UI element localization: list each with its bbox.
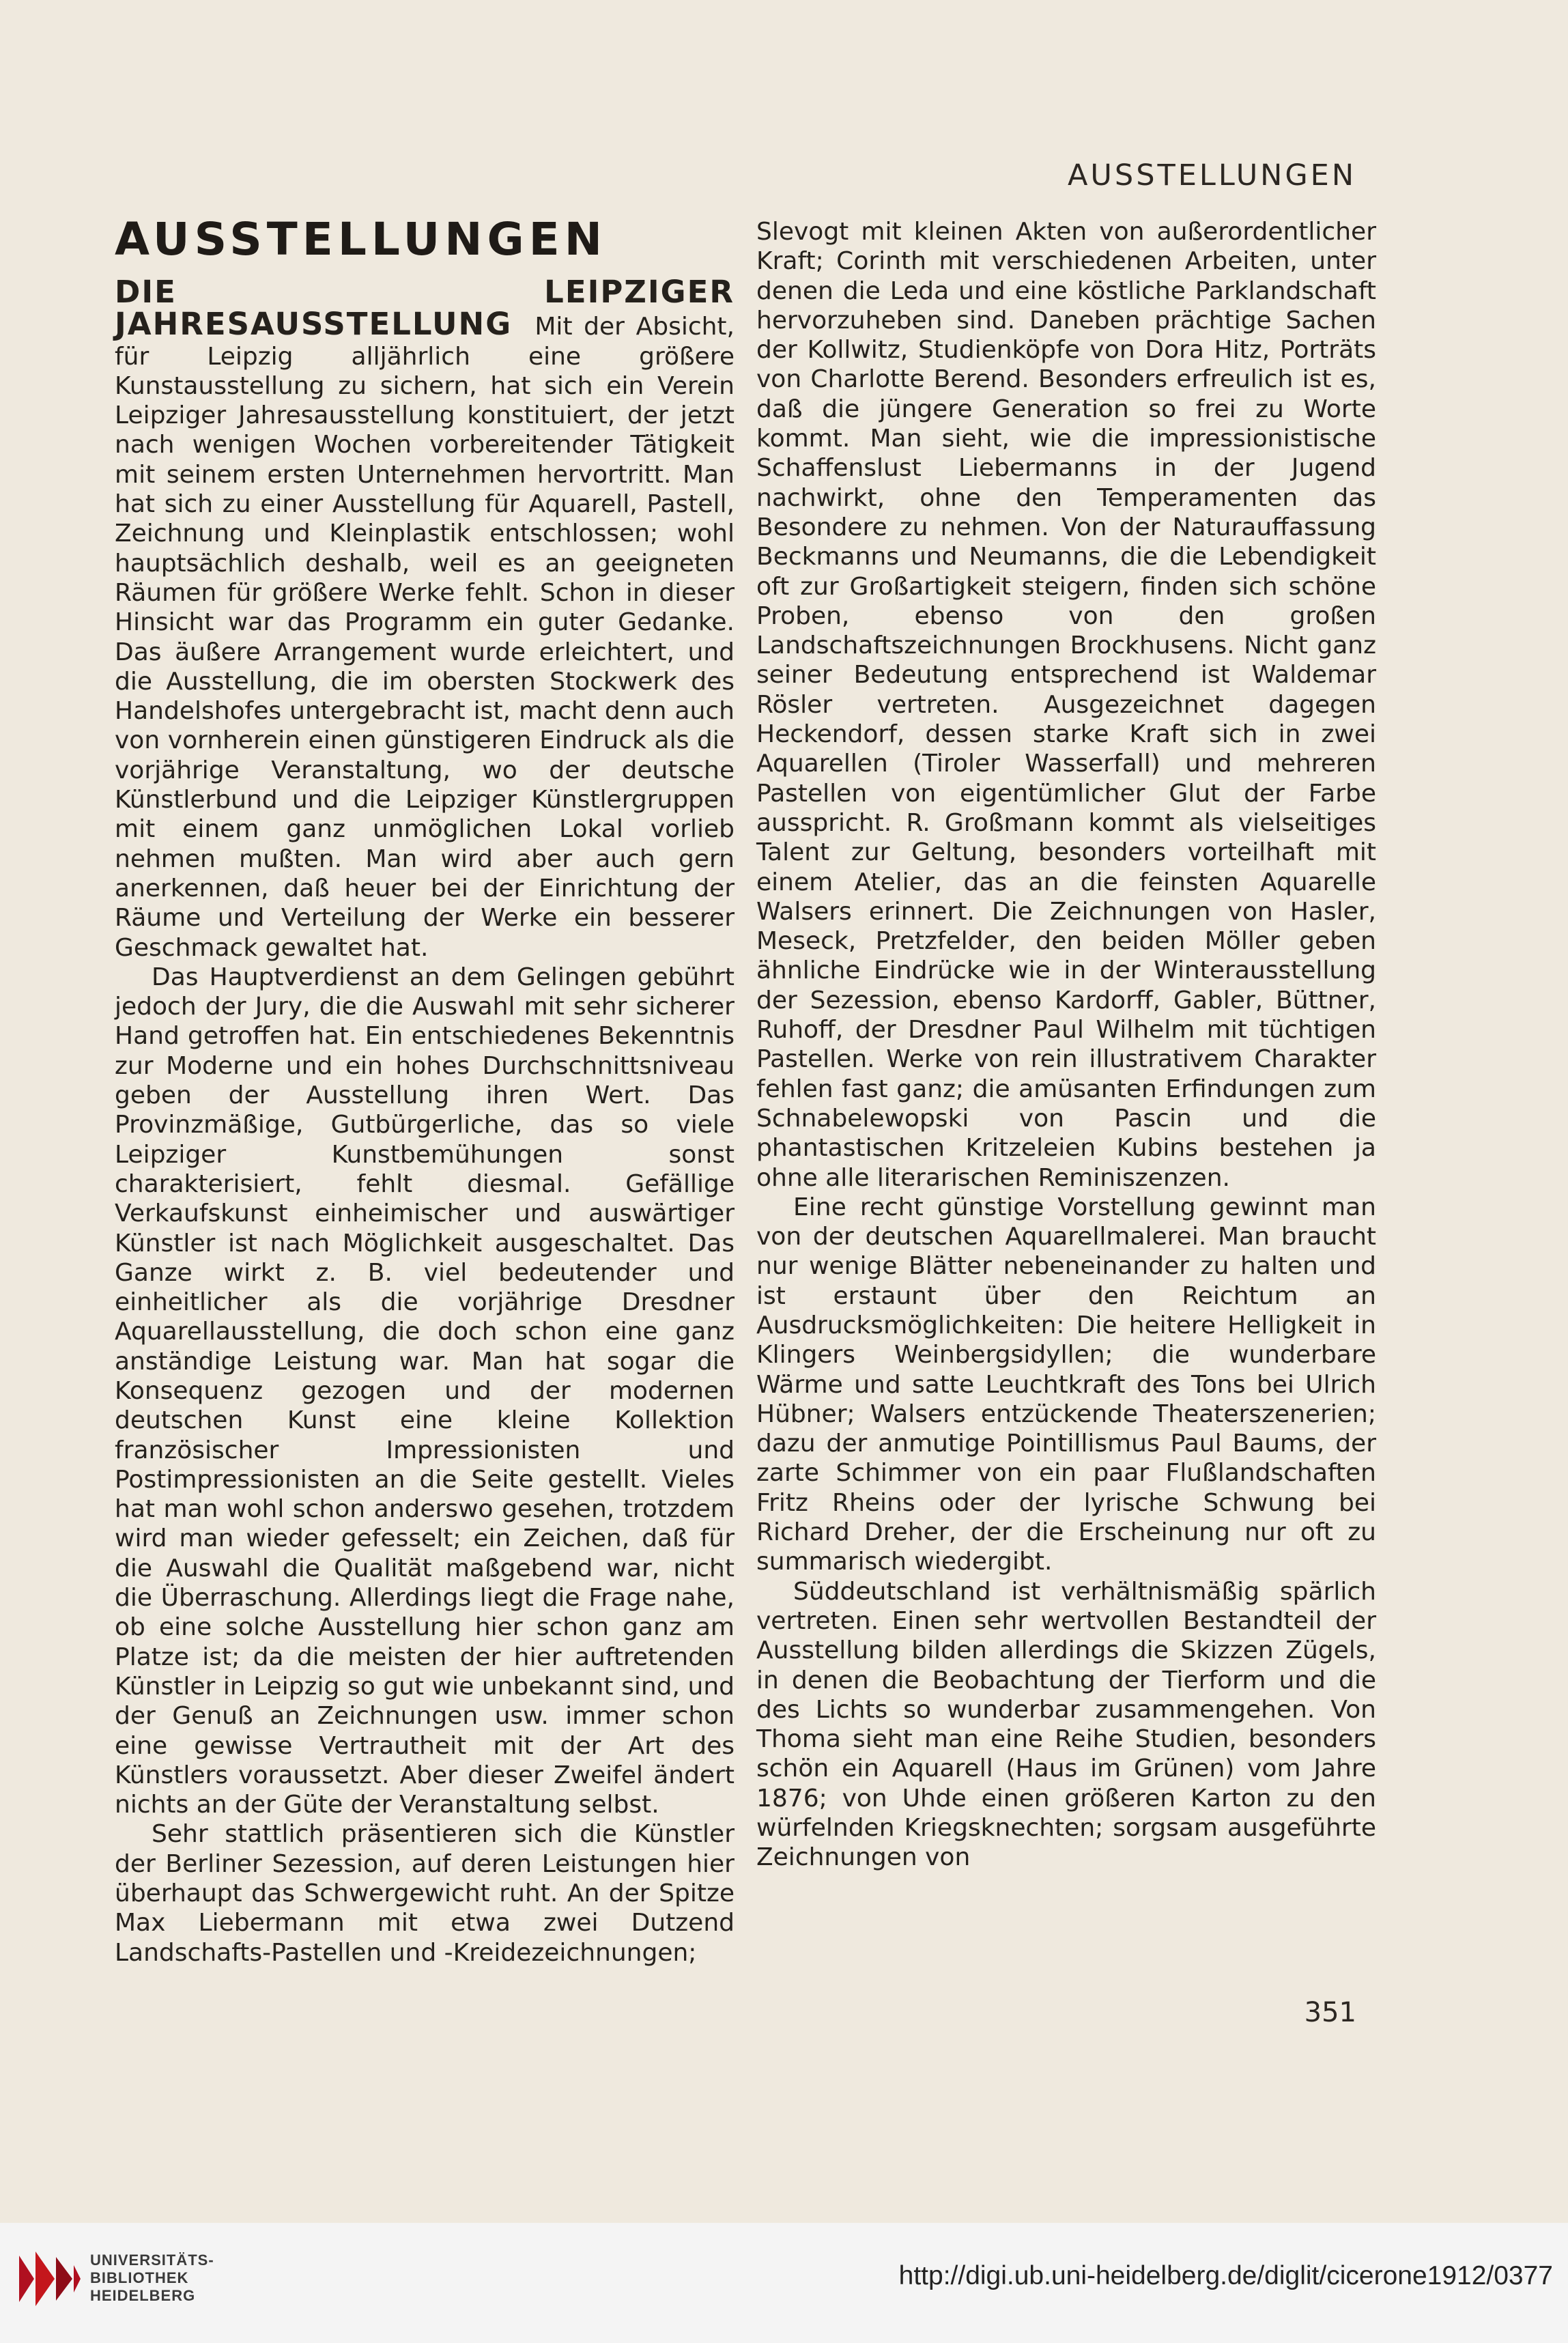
paragraph <box>115 274 735 963</box>
library-name <box>90 2252 214 2305</box>
library-name-line: UNIVERSITÄTS- <box>90 2252 214 2269</box>
running-head: AUSSTELLUNGEN <box>1068 158 1356 193</box>
source-url-link[interactable]: http://digi.ub.uni-heidelberg.de/diglit/cicerone1912/0377 <box>898 2261 1553 2290</box>
footer-bar <box>0 2223 1568 2343</box>
section-title: AUSSTELLUNGEN <box>115 213 607 266</box>
article-title: DIE LEIPZIGER JAHRESAUSSTELLUNG <box>115 274 735 343</box>
paragraph: Süddeutschland ist verhältnismäßig spärlich vertreten. Einen sehr wertvollen Bestandteil der Ausstellung bilden allerdings die Skizzen Zügels, in denen die Beobachtung der Tierform und die des Lichts so wunderbar zusammengehen. Von Thoma sieht man eine Reihe Studien, besonders schön ein Aquarell (Haus im Grünen) vom Jahre 1876; von Uhde einen größeren Karton zu den würfelnden Kriegsknechten; sorgsam ausgeführte Zeichnungen von <box>756 1577 1376 1872</box>
library-name-line: BIBLIOTHEK <box>90 2269 189 2286</box>
paragraph: Slevogt mit kleinen Akten von außerordentlicher Kraft; Corinth mit verschiedenen Arbeiten, unter denen die Leda und eine köstliche Parklandschaft hervorzuheben sind. Daneben prächtige Sachen der Kollwitz, Studienköpfe von Dora Hitz, Porträts von Charlotte Berend. Besonders erfreulich ist es, daß die jüngere Generation so frei zu Worte kommt. Man sieht, wie die impressionistische Schaffenslust Liebermanns in der Jugend nachwirkt, ohne den Temperamenten das Besondere zu nehmen. Von der Naturauffassung Beckmanns und Neumanns, die die Lebendigkeit oft zur Großartigkeit steigern, finden sich schöne Proben, ebenso von den großen Landschaftszeichnungen Brockhusens. Nicht ganz seiner Bedeutung entsprechend ist Waldemar Rösler vertreten. Ausgezeichnet dagegen Heckendorf, dessen starke Kraft sich in zwei Aquarellen (Tiroler Wasserfall) und mehreren Pastellen von eigentümlicher Glut der Farbe ausspricht. R. Großmann kommt als vielseitiges Talent zur Geltung, besonders vorteilhaft mit einem Atelier, das an die feinsten Aquarelle Walsers erinnert. Die Zeichnungen von Hasler, Meseck, Pretzfelder, den beiden Möller geben ähnliche Eindrücke wie in der Winterausstellung der Sezession, ebenso Kardorff, Gabler, Büttner, Ruhoff, der Dresdner Paul Wilhelm mit tüchtigen Pastellen. Werke von rein illustrativem Charakter fehlen fast ganz; die amüsanten Erfindungen zum Schnabelewopski von Pascin und die phantastischen Kritzeleien Kubins bestehen ja ohne alle literarischen Reminiszenzen. <box>756 218 1376 1192</box>
paragraph-text: Mit der Absicht, für Leipzig alljährlich eine größere Kunstausstellung zu sichern, hat sich ein Verein Leipziger Jahresausstellung konstituiert, der jetzt nach wenigen Wochen vorbereitender Tätigkeit mit seinem ersten Unternehmen hervortritt. Man hat sich zu einer Ausstellung für Aquarell, Pastell, Zeichnung und Kleinplastik entschlossen; wohl hauptsächlich deshalb, weil es an geeigneten Räumen für größere Werke fehlt. Schon in dieser Hinsicht war das Programm ein guter Gedanke. Das äußere Arrangement wurde erleichtert, und die Ausstellung, die im obersten Stockwerk des Handelshofes untergebracht ist, macht denn auch von vornherein einen günstigeren Eindruck als die vorjährige Veranstaltung, wo der deutsche Künstlerbund und die Leipziger Künstlergruppen mit einem ganz unmöglichen Lokal vorlieb nehmen mußten. Man wird aber auch gern anerkennen, daß heuer bei der Einrichtung der Räume und Verteilung der Werke ein besserer Geschmack gewaltet hat. <box>115 313 735 962</box>
university-library-logo-icon <box>15 2249 82 2309</box>
paragraph: Das Hauptverdienst an dem Gelingen gebührt jedoch der Jury, die die Auswahl mit sehr sicherer Hand getroffen hat. Ein entschiedenes Bekenntnis zur Moderne und ein hohes Durchschnittsniveau geben der Ausstellung ihren Wert. Das Provinzmäßige, Gutbürgerliche, das so viele Leipziger Kunstbemühungen sonst charakterisiert, fehlt diesmal. Gefällige Verkaufskunst einheimischer und auswärtiger Künstler ist nach Möglichkeit ausgeschaltet. Das Ganze wirkt z. B. viel bedeutender und einheitlicher als die vorjährige Dresdner Aquarellausstellung, die doch schon eine ganz anständige Leistung war. Man hat sogar die Konsequenz gezogen und der modernen deutschen Kunst eine kleine Kollektion französischer Impressionisten und Postimpressionisten an die Seite gestellt. Vieles hat man wohl schon anderswo gesehen, trotzdem wird man wieder gefesselt; ein Zeichen, daß für die Auswahl die Qualität maßgebend war, nicht die Überraschung. Allerdings liegt die Frage nahe, ob eine solche Ausstellung hier schon ganz am Platze ist; da die meisten der hier auftretenden Künstler in Leipzig so gut wie unbekannt sind, und der Genuß an Zeichnungen usw. immer schon eine gewisse Vertrautheit mit der Art des Künstlers voraussetzt. Aber dieser Zweifel ändert nichts an der Güte der Veranstaltung selbst. <box>115 963 735 1819</box>
paragraph: Sehr stattlich präsentieren sich die Künstler der Berliner Sezession, auf deren Leistungen hier überhaupt das Schwergewicht ruht. An der Spitze Max Liebermann mit etwa zwei Dutzend Landschafts-Pastellen und -Kreidezeichnungen; <box>115 1820 735 1967</box>
library-name-line: HEIDELBERG <box>90 2287 196 2304</box>
page-number: 351 <box>1304 1997 1356 2028</box>
paragraph: Eine recht günstige Vorstellung gewinnt man von der deutschen Aquarellmalerei. Man braucht nur wenige Blätter nebeneinander zu halten und ist erstaunt über den Reichtum an Ausdrucksmöglichkeiten: Die heitere Helligkeit in Klingers Weinbergsidyllen; die wunderbare Wärme und satte Leuchtkraft des Tons bei Ulrich Hübner; Walsers entzückende Theaterszenerien; dazu der anmutige Pointillismus Paul Baums, der zarte Schimmer von ein paar Flußlandschaften Fritz Rheins oder der lyrische Schwung bei Richard Dreher, der die Erscheinung nur oft zu summarisch wiedergibt. <box>756 1193 1376 1576</box>
right-column <box>756 217 1376 1873</box>
left-column <box>115 213 735 1968</box>
